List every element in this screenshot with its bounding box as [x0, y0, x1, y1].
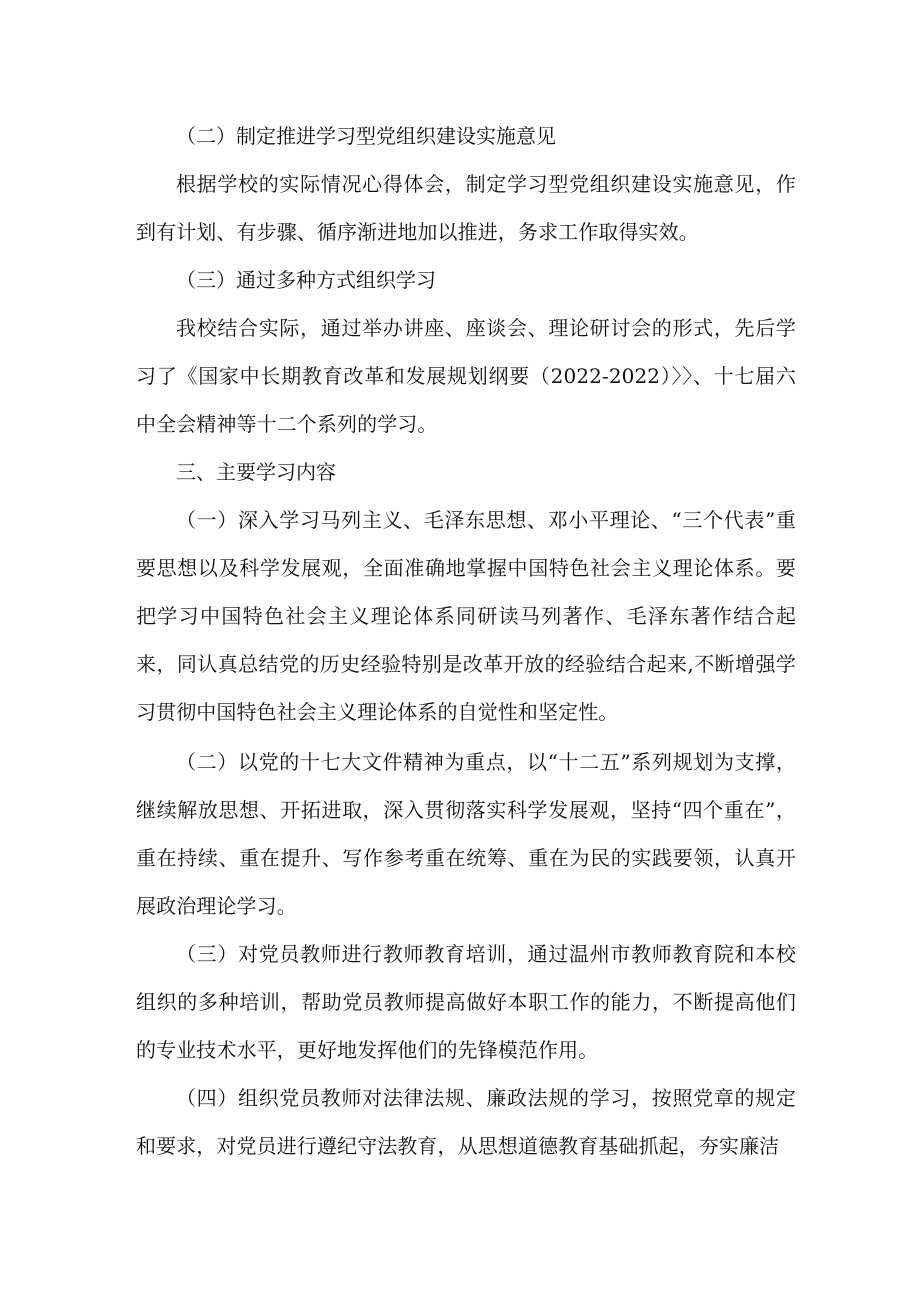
- paragraph-law-study: （四）组织党员教师对法律法规、廉政法规的学习，按照党章的规定和要求，对党员进行遵纪守法教育，从思想道德教育基础抓起，夯实廉洁: [136, 1086, 796, 1158]
- section-heading-main-content: 三、主要学习内容: [176, 460, 336, 484]
- paragraph-seventeenth-congress: （二）以党的十七大文件精神为重点，以“十二五”系列规划为支撑，继续解放思想、开拓进取，深入贯彻落实科学发展观，坚持“四个重在”，重在持续、重在提升、写作参考重在统筹、重在为民的实践要领，认真开展政治理论学习。: [136, 750, 796, 918]
- paragraph-lectures: 我校结合实际，通过举办讲座、座谈会、理论研讨会的形式，先后学习了《国家中长期教育改革和发展规划纲要（2022-2022）〉〉、十七届六中全会精神等十二个系列的学习。: [136, 316, 796, 436]
- paragraph-teacher-training: （三）对党员教师进行教师教育培训，通过温州市教师教育院和本校组织的多种培训，帮助党员教师提高做好本职工作的能力，不断提高他们的专业技术水平，更好地发挥他们的先锋模范作用。: [136, 942, 796, 1062]
- subheading-formulate-opinions: （二）制定推进学习型党组织建设实施意见: [176, 124, 556, 148]
- paragraph-implementation: 根据学校的实际情况心得体会，制定学习型党组织建设实施意见，作到有计划、有步骤、循序渐进地加以推进，务求工作取得实效。: [136, 172, 796, 244]
- paragraph-theory-study: （一）深入学习马列主义、毛泽东思想、邓小平理论、“三个代表”重要思想以及科学发展观，全面准确地掌握中国特色社会主义理论体系。要把学习中国特色社会主义理论体系同研读马列著作、毛泽东著作结合起来，同认真总结党的历史经验特别是改革开放的经验结合起来,不断增强学习贯彻中国特色社会主义理论体系的自觉性和坚定性。: [136, 508, 796, 724]
- subheading-study-methods: （三）通过多种方式组织学习: [176, 268, 436, 292]
